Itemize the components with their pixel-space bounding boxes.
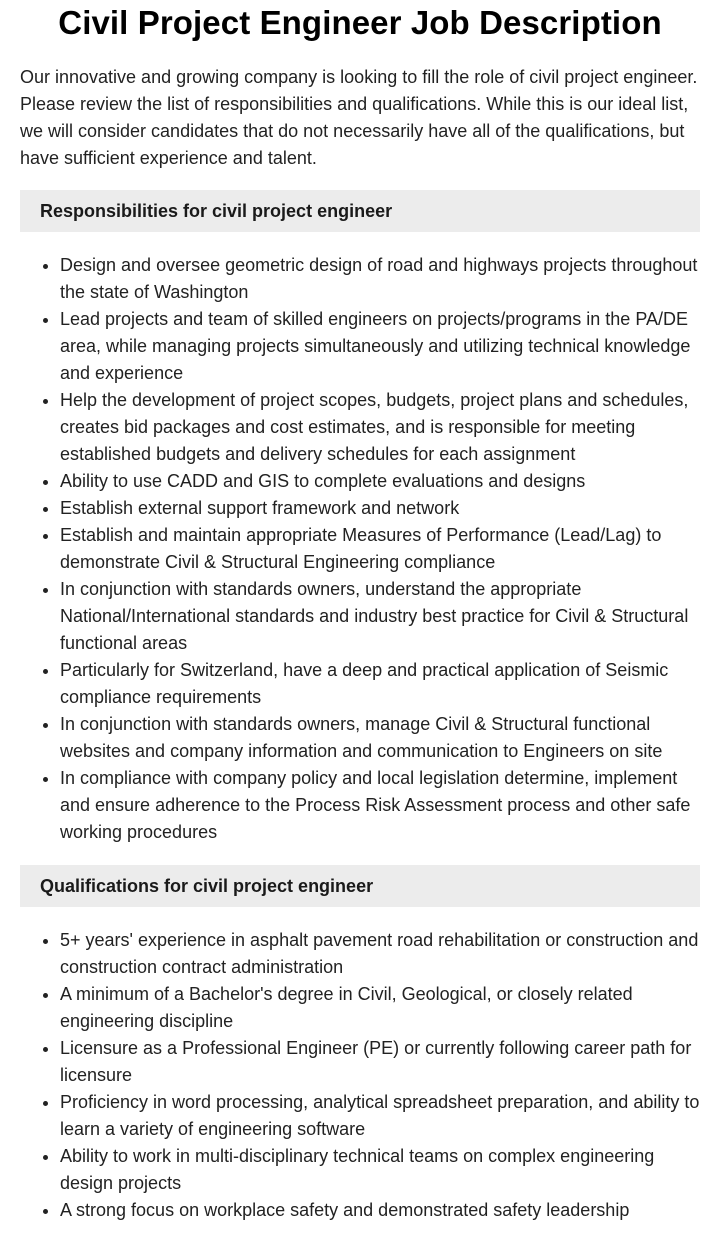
list-item: • A minimum of a Bachelor's degree in Civil, Geological, or closely related engineering discipline xyxy=(60,981,700,1035)
list-item: • Ability to use CADD and GIS to complete evaluations and designs xyxy=(60,468,700,495)
qualifications-heading: Qualifications for civil project engineer xyxy=(20,865,700,907)
qualifications-list xyxy=(20,927,700,1224)
list-item: • 5+ years' experience in asphalt pavement road rehabilitation or construction and construction contract administration xyxy=(60,927,700,981)
list-item: • Licensure as a Professional Engineer (PE) or currently following career path for licensure xyxy=(60,1035,700,1089)
list-item: • Help the development of project scopes, budgets, project plans and schedules, creates bid packages and cost estimates, and is responsible for meeting established budgets and delivery schedules for each assignment xyxy=(60,387,700,468)
list-item: • In conjunction with standards owners, manage Civil & Structural functional websites and company information and communication to Engineers on site xyxy=(60,711,700,765)
list-item: • A strong focus on workplace safety and demonstrated safety leadership xyxy=(60,1197,700,1224)
intro-paragraph: Our innovative and growing company is looking to fill the role of civil project engineer. Please review the list of responsibilities and qualifications. While this is our ideal list, we will consider candidates that do not necessarily have all of the qualifications, but have sufficient experience and talent. xyxy=(20,67,698,168)
responsibilities-heading: Responsibilities for civil project engineer xyxy=(20,190,700,232)
list-item: • Lead projects and team of skilled engineers on projects/programs in the PA/DE area, while managing projects simultaneously and utilizing technical knowledge and experience xyxy=(60,306,700,387)
responsibilities-list xyxy=(20,252,700,846)
list-item: • In compliance with company policy and local legislation determine, implement and ensure adherence to the Process Risk Assessment process and other safe working procedures xyxy=(60,765,700,846)
list-item: • In conjunction with standards owners, understand the appropriate National/International standards and industry best practice for Civil & Structural functional areas xyxy=(60,576,700,657)
list-item: • Proficiency in word processing, analytical spreadsheet preparation, and ability to learn a variety of engineering software xyxy=(60,1089,700,1143)
list-item: • Establish and maintain appropriate Measures of Performance (Lead/Lag) to demonstrate Civil & Structural Engineering compliance xyxy=(60,522,700,576)
page-title: Civil Project Engineer Job Description xyxy=(58,4,662,41)
list-item: • Design and oversee geometric design of road and highways projects throughout the state of Washington xyxy=(60,252,700,306)
list-item: • Particularly for Switzerland, have a deep and practical application of Seismic compliance requirements xyxy=(60,657,700,711)
list-item: • Establish external support framework and network xyxy=(60,495,700,522)
list-item: • Ability to work in multi-disciplinary technical teams on complex engineering design projects xyxy=(60,1143,700,1197)
